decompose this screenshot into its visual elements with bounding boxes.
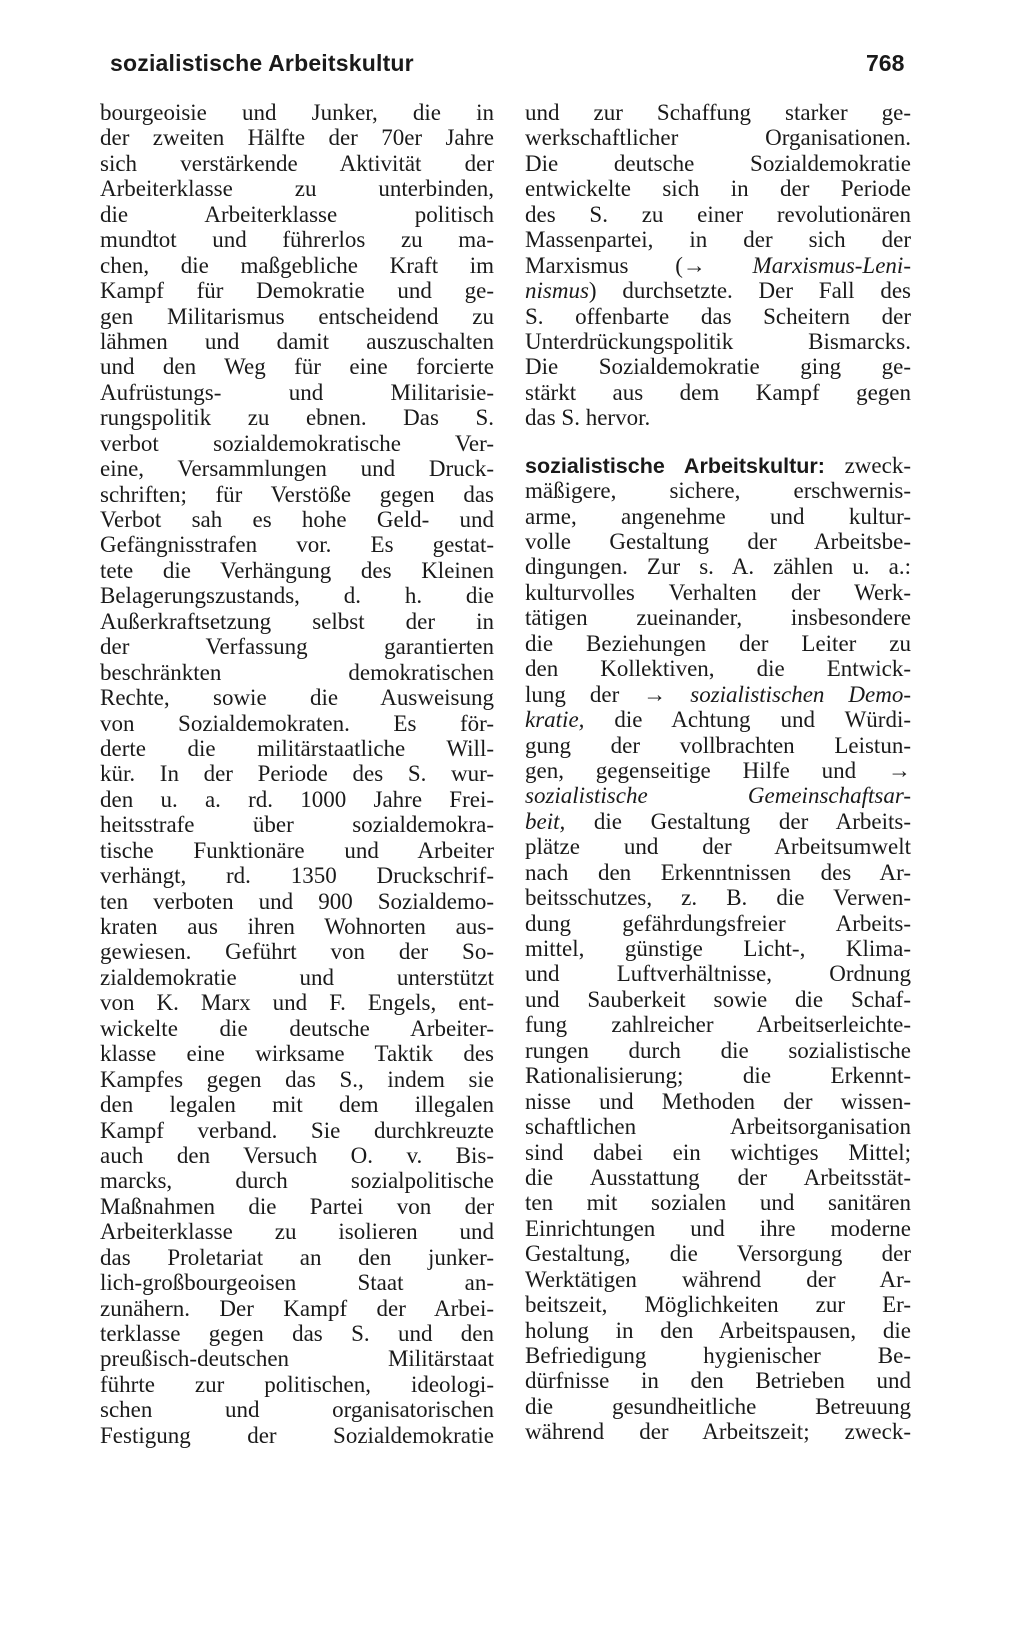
- text-line: schriften; für Verstöße gegen das: [100, 481, 494, 507]
- cross-reference: beit,: [525, 808, 566, 834]
- text-line: Gestaltung, die Versorgung der: [525, 1241, 911, 1267]
- text-line: Rationalisierung; die Erkennt-: [525, 1063, 911, 1089]
- text-line: entwickelte sich in der Periode: [525, 176, 911, 202]
- text-line: marcks, durch sozialpolitische: [100, 1168, 494, 1194]
- text-line: gung der vollbrachten Leistun-: [525, 732, 911, 758]
- cross-reference: nismus: [525, 278, 589, 304]
- text-line: lähmen und damit auszuschalten: [100, 328, 494, 354]
- left-column: [100, 100, 494, 1448]
- text-line: bourgeoisie und Junker, die in: [100, 100, 494, 125]
- text-line: und Luftverhältnisse, Ordnung: [525, 961, 911, 987]
- text-line: werkschaftlicher Organisationen.: [525, 125, 911, 151]
- text-line: S. offenbarte das Scheitern der: [525, 303, 911, 329]
- text-line: eine, Versammlungen und Druck-: [100, 456, 494, 482]
- right-column-block: [525, 100, 911, 253]
- text-line: Kampf für Demokratie und ge-: [100, 278, 494, 304]
- text-line: die Beziehungen der Leiter zu: [525, 630, 911, 656]
- text-line: das Proletariat an den junker-: [100, 1244, 494, 1270]
- text-line: Unterdrückungspolitik Bismarcks.: [525, 328, 911, 354]
- text-line: Kampf verband. Sie durchkreuzte: [100, 1117, 494, 1143]
- cross-reference-line: [525, 278, 911, 303]
- text-line: verhängt, rd. 1350 Druckschrif-: [100, 863, 494, 889]
- text-line: ten mit sozialen und sanitären: [525, 1190, 911, 1216]
- right-column-block: [525, 478, 911, 682]
- text-span: Marxismus (: [525, 252, 683, 278]
- text-line: heitsstrafe über sozialdemokra-: [100, 812, 494, 838]
- text-line: arme, angenehme und kultur-: [525, 503, 911, 529]
- text-line: preußisch-deutschen Militärstaat: [100, 1346, 494, 1372]
- text-line: die Ausstattung der Arbeitsstät-: [525, 1164, 911, 1190]
- entry-gap: [525, 431, 911, 453]
- text-line: beitsschutzes, z. B. die Verwen-: [525, 885, 911, 911]
- right-column-block: [525, 733, 911, 758]
- text-line: Die Sozialdemokratie ging ge-: [525, 354, 911, 380]
- text-line: beitszeit, Möglichkeiten zur Er-: [525, 1292, 911, 1318]
- text-line: Arbeiterklasse zu unterbinden,: [100, 176, 494, 202]
- text-line: mundtot und führerlos zu ma-: [100, 227, 494, 253]
- cross-reference: sozialistischen Demo-: [666, 681, 911, 707]
- running-head: sozialistische Arbeitskultur: [110, 50, 414, 76]
- text-line: schen und organisatorischen: [100, 1397, 494, 1423]
- text-line: Massenpartei, in der sich der: [525, 227, 911, 253]
- text-line: rungen durch die sozialistische: [525, 1037, 911, 1063]
- text-span: die Achtung und Würdi-: [584, 707, 911, 733]
- text-line: nisse und Methoden der wissen-: [525, 1088, 911, 1114]
- text-line: Verbot sah es hohe Geld- und: [100, 507, 494, 532]
- right-column: [525, 100, 911, 1445]
- cross-reference-line: [525, 809, 911, 834]
- text-line: Befriedigung hygienischer Be-: [525, 1343, 911, 1368]
- text-line: Aufrüstungs- und Militarisie-: [100, 379, 494, 405]
- text-line: dung gefährdungsfreier Arbeits-: [525, 910, 911, 936]
- text-line: ten verboten und 900 Sozialdemo-: [100, 888, 494, 914]
- text-line: mittel, günstige Licht-, Klima-: [525, 936, 911, 961]
- text-line: tätigen zueinander, insbesondere: [525, 605, 911, 631]
- arrow-icon: →: [643, 681, 667, 707]
- arrow-icon: →: [682, 252, 706, 278]
- text-line: klasse eine wirksame Taktik des: [100, 1041, 494, 1067]
- text-line: gen Militarismus entscheidend zu: [100, 303, 494, 329]
- text-line: während der Arbeitszeit; zweck-: [525, 1419, 911, 1445]
- text-line: Außerkraftsetzung selbst der in: [100, 608, 494, 634]
- cross-reference: kratie,: [525, 707, 585, 733]
- cross-reference-line: [525, 707, 911, 732]
- text-span: lung der: [525, 681, 644, 707]
- text-span: gen, gegenseitige Hilfe und: [525, 757, 888, 783]
- text-line: des S. zu einer revolutionären: [525, 201, 911, 227]
- text-line: volle Gestaltung der Arbeitsbe-: [525, 529, 911, 554]
- text-line: von Sozialdemokraten. Es för-: [100, 710, 494, 736]
- text-line: fung zahlreicher Arbeitserleichte-: [525, 1012, 911, 1038]
- text-line: tete die Verhängung des Kleinen: [100, 557, 494, 583]
- cross-reference-line: [525, 253, 911, 278]
- text-line: und den Weg für eine forcierte: [100, 354, 494, 380]
- text-line: sind dabei ein wichtiges Mittel;: [525, 1139, 911, 1165]
- text-line: stärkt aus dem Kampf gegen: [525, 379, 911, 405]
- text-line: kulturvolles Verhalten der Werk-: [525, 579, 911, 605]
- entry-headword: sozialistische Arbeitskultur:: [525, 453, 825, 478]
- text-span: die Gestaltung der Arbeits-: [565, 808, 911, 834]
- text-span: ) durchsetzte. Der Fall des: [588, 278, 911, 304]
- text-line: mäßigere, sichere, erschwernis-: [525, 478, 911, 504]
- text-line: zunähern. Der Kampf der Arbei-: [100, 1295, 494, 1321]
- text-line: den u. a. rd. 1000 Jahre Frei-: [100, 786, 494, 812]
- text-line: kür. In der Periode des S. wur-: [100, 761, 494, 787]
- text-line: wickelte die deutsche Arbeiter-: [100, 1015, 494, 1041]
- cross-reference-line: [525, 758, 911, 783]
- text-span: zweck-: [824, 452, 911, 478]
- text-line: und zur Schaffung starker ge-: [525, 100, 911, 125]
- text-line: verbot sozialdemokratische Ver-: [100, 430, 494, 456]
- text-line: nach den Erkenntnissen des Ar-: [525, 859, 911, 885]
- text-line: rungspolitik zu ebnen. Das S.: [100, 405, 494, 431]
- text-line: Rechte, sowie die Ausweisung: [100, 685, 494, 711]
- right-column-block: [525, 304, 911, 431]
- cross-reference: Marxismus-Leni-: [705, 252, 911, 278]
- text-line: terklasse gegen das S. und den: [100, 1321, 494, 1346]
- text-line: Kampfes gegen das S., indem sie: [100, 1066, 494, 1092]
- text-line: der Verfassung garantierten: [100, 634, 494, 660]
- text-line: der zweiten Hälfte der 70er Jahre: [100, 125, 494, 151]
- text-line: holung in den Arbeitspausen, die: [525, 1317, 911, 1343]
- text-line: führte zur politischen, ideologi-: [100, 1371, 494, 1397]
- text-line: kraten aus ihren Wohnorten aus-: [100, 914, 494, 939]
- text-line: Die deutsche Sozialdemokratie: [525, 150, 911, 176]
- text-line: den Kollektiven, die Entwick-: [525, 656, 911, 682]
- text-line: den legalen mit dem illegalen: [100, 1092, 494, 1118]
- text-line: plätze und der Arbeitsumwelt: [525, 834, 911, 860]
- text-line: Gefängnisstrafen vor. Es gestat-: [100, 532, 494, 558]
- text-line: sich verstärkende Aktivität der: [100, 150, 494, 176]
- text-line: dingungen. Zur s. A. zählen u. a.:: [525, 554, 911, 580]
- text-line: auch den Versuch O. v. Bis-: [100, 1142, 494, 1168]
- cross-reference: sozialistische Gemeinschaftsar-: [525, 783, 911, 809]
- entry-first-line: [525, 453, 911, 478]
- cross-reference-line: [525, 783, 911, 808]
- text-line: Einrichtungen und ihre moderne: [525, 1215, 911, 1241]
- text-line: das S. hervor.: [525, 405, 651, 431]
- page-number: 768: [866, 50, 905, 76]
- text-line: beschränkten demokratischen: [100, 659, 494, 685]
- text-line: die Arbeiterklasse politisch: [100, 201, 494, 227]
- right-column-block: [525, 834, 911, 1445]
- text-line: Festigung der Sozialdemokratie: [100, 1422, 494, 1448]
- text-line: derte die militärstaatliche Will-: [100, 735, 494, 761]
- text-line: die gesundheitliche Betreuung: [525, 1393, 911, 1419]
- text-line: chen, die maßgebliche Kraft im: [100, 252, 494, 278]
- text-line: gewiesen. Geführt von der So-: [100, 939, 494, 965]
- arrow-icon: →: [888, 757, 911, 783]
- text-line: dürfnisse in den Betrieben und: [525, 1368, 911, 1394]
- text-line: Werktätigen während der Ar-: [525, 1266, 911, 1292]
- text-line: Maßnahmen die Partei von der: [100, 1193, 494, 1219]
- text-line: Arbeiterklasse zu isolieren und: [100, 1219, 494, 1245]
- text-line: von K. Marx und F. Engels, ent-: [100, 990, 494, 1016]
- text-line: und Sauberkeit sowie die Schaf-: [525, 986, 911, 1012]
- cross-reference-line: [525, 682, 911, 707]
- text-line: zialdemokratie und unterstützt: [100, 964, 494, 990]
- text-line: schaftlichen Arbeitsorganisation: [525, 1114, 911, 1140]
- text-line: Belagerungszustands, d. h. die: [100, 583, 494, 609]
- text-line: lich-großbourgeoisen Staat an-: [100, 1270, 494, 1296]
- text-line: tische Funktionäre und Arbeiter: [100, 837, 494, 863]
